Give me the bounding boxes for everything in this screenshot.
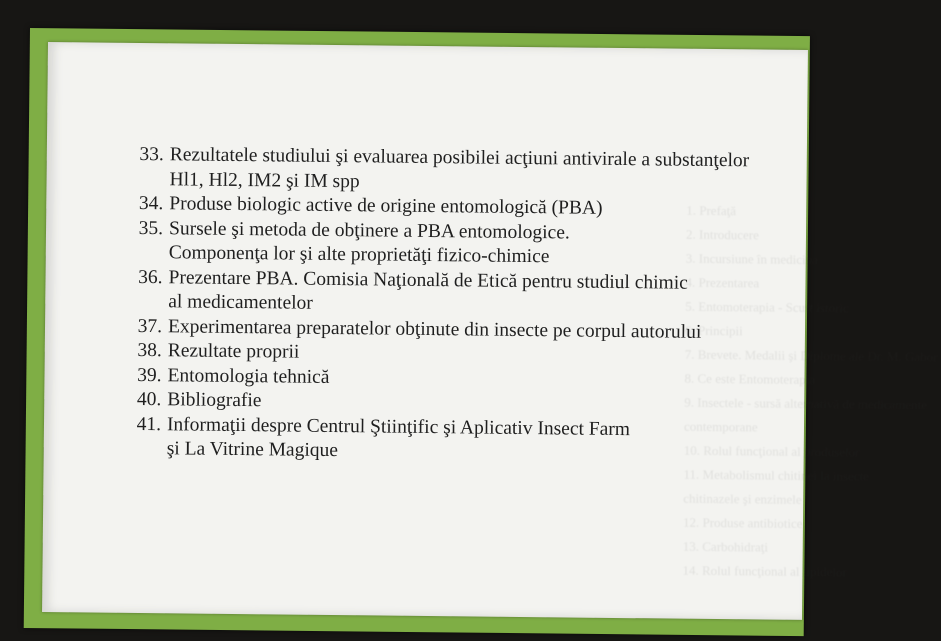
toc-number: 35. xyxy=(138,217,164,239)
toc-number: 39. xyxy=(137,364,162,386)
book-page xyxy=(42,42,938,620)
toc-number: 40. xyxy=(136,388,162,411)
toc-number: 36. xyxy=(138,266,163,288)
toc-title: Entomologia tehnică xyxy=(167,364,330,388)
toc-title: Prezentare PBA. Comisia Naţională de Etică pentru studiul chimic xyxy=(168,266,688,294)
toc-title: Rezultatele studiului şi evaluarea posibilei acţiuni antivirale a substanţelor xyxy=(169,144,750,172)
table-of-contents xyxy=(124,143,787,468)
toc-title: Sursele şi metoda de obţinere a PBA entomologice. xyxy=(168,217,570,243)
toc-title-continuation: Componenţa lor şi alte proprietăţi fizico-chimice xyxy=(168,242,550,268)
toc-number: 34. xyxy=(138,192,164,215)
toc-number: 33. xyxy=(139,143,164,166)
toc-number: 38. xyxy=(137,339,162,362)
toc-title: Produse biologic active de origine entomologică (PBA) xyxy=(169,193,603,219)
toc-title-continuation: al medicamentelor xyxy=(168,291,313,314)
toc-title: Informaţii despre Centrul Ştiinţific şi Aplicativ Insect Farm xyxy=(166,413,631,440)
toc-number: 41. xyxy=(136,413,162,435)
toc-number: 37. xyxy=(137,315,163,337)
bleed-through-text: 1. Prefaţă 2. Introducere 3. Incursiune în medicina 4. Prezentarea 5. Entomoterapia - Scurt istoric 6. Principii 7. Brevete. Medalii şi Diplome ale Dr. M. Gabor 8. Ce este Entomoterapia 9. Insectele - sursă alternativă de medicamente contemporane 10. Rolul funcţional al produselor 11. Metabolismul chitinei la insecte chitinazele şi enzimele 12. Produse antibiotice 13. Carbohidraţi 14. Rolul funcţional al lipidelor xyxy=(682,202,938,580)
toc-title: Rezultate proprii xyxy=(167,340,300,363)
toc-title-continuation: şi La Vitrine Magique xyxy=(166,438,339,462)
toc-title: Experimentarea preparatelor obţinute din insecte pe corpul autorului xyxy=(167,315,702,343)
toc-title: Bibliografie xyxy=(167,389,262,412)
toc-title-continuation: Hl1, Hl2, IM2 şi IM spp xyxy=(169,168,360,192)
